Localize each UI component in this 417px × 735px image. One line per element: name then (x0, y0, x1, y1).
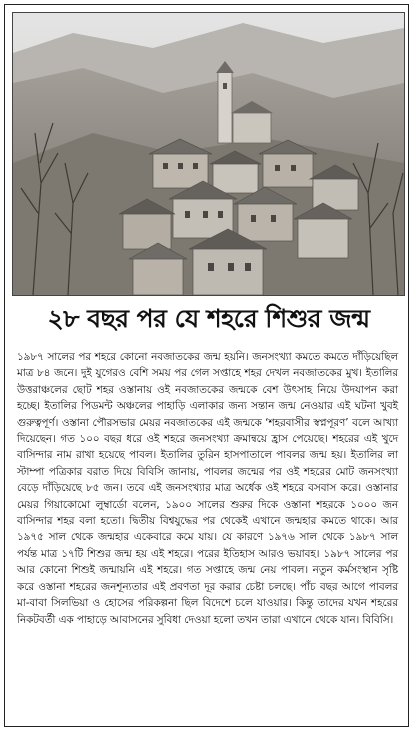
village-photo-graphic (13, 13, 404, 295)
article-headline: ২৮ বছর পর যে শহরে শিশুর জন্ম (47, 304, 370, 333)
mountain-village-photo (12, 12, 405, 296)
article-frame (4, 4, 409, 727)
article-body: ১৯৮৭ সালের পর শহরে কোনো নবজাতকের জন্ম হয়নি। জনসংখ্যা কমতে কমতে দাঁড়িয়েছিল মাত্র ৮৪ জনে। দুই যুগেরও বেশি সময় পর গেল সপ্তাহে শহর দেখল নবজাতকের মুখ। ইতালির উত্তরাঞ্চলের ছোট শহর ওস্তানায় ওই নবজাতকের জন্মকে বেশ উৎসাহ নিয়ে উদযাপন করা হচ্ছে। ইতালির পিডমন্ট অঞ্চলের পাহাড়ি এলাকার জন্য সন্তান জন্ম নেওয়ার এই ঘটনা খুবই গুরুত্বপূর্ণ। ওস্তানা পৌরসভার মেয়র নবজাতকের এই জন্মকে ‘শহরবাসীর স্বপ্নপূরণ’ বলে আখ্যা দিয়েছেন। গত ১০০ বছর ধরে ওই শহরে জনসংখ্যা ক্রমান্বয়ে হ্রাস পেয়েছে। শহরের এই খুদে বাসিন্দার নাম রাখা হয়েছে পাবল। ইতালির তুরিন হাসপাতালে পাবলর জন্ম হয়। ইতালির লা স্টাম্পা পত্রিকার বরাত দিয়ে বিবিসি জানায়, পাবলর জন্মের পর ওই শহরের মোট জনসংখ্যা বেড়ে দাঁড়িয়েছে ৮৫ জন। তবে এই জনসংখ্যার মাত্র অর্ধেক ওই শহরে বসবাস করে। ওস্তানার মেয়র গিয়াকোমো লুম্বার্ডো বলেন, ১৯০০ সালের শুরুর দিকে ওস্তানা শহরকে ১০০০ জন বাসিন্দার শহর বলা হতো। দ্বিতীয় বিশ্বযুদ্ধের পর থেকেই এখানে জন্মহার কমতে থাকে। আর ১৯৭৫ সাল থেকে জন্মহার একেবারে কমে যায়। যে কারণে ১৯৭৬ সাল থেকে ১৯৮৭ সাল পর্যন্ত মাত্র ১৭টি শিশুর জন্ম হয় এই শহরে। পরের ইতিহাস আরও ভয়াবহ। ১৯৮৭ সালের পর আর কোনো শিশুই জন্মায়নি এই শহরে। গত সপ্তাহে জন্ম নেয় পাবল। নতুন কর্মসংস্থান সৃষ্টি করে ওস্তানা শহরের জনশূন্যতার এই প্রবণতা দূর করার চেষ্টা চলছে। পাঁচ বছর আগে পাবলর মা-বাবা সিলভিয়া ও হোসের পরিকল্পনা ছিল বিদেশে চলে যাওয়ার। কিন্তু তাদের যখন শহরের নিকটবর্তী এক পাহাড়ে আবাসনের সুবিধা দেওয়া হলো তখন তারা এখানে থেকে যান। বিবিসি। (17, 351, 398, 626)
